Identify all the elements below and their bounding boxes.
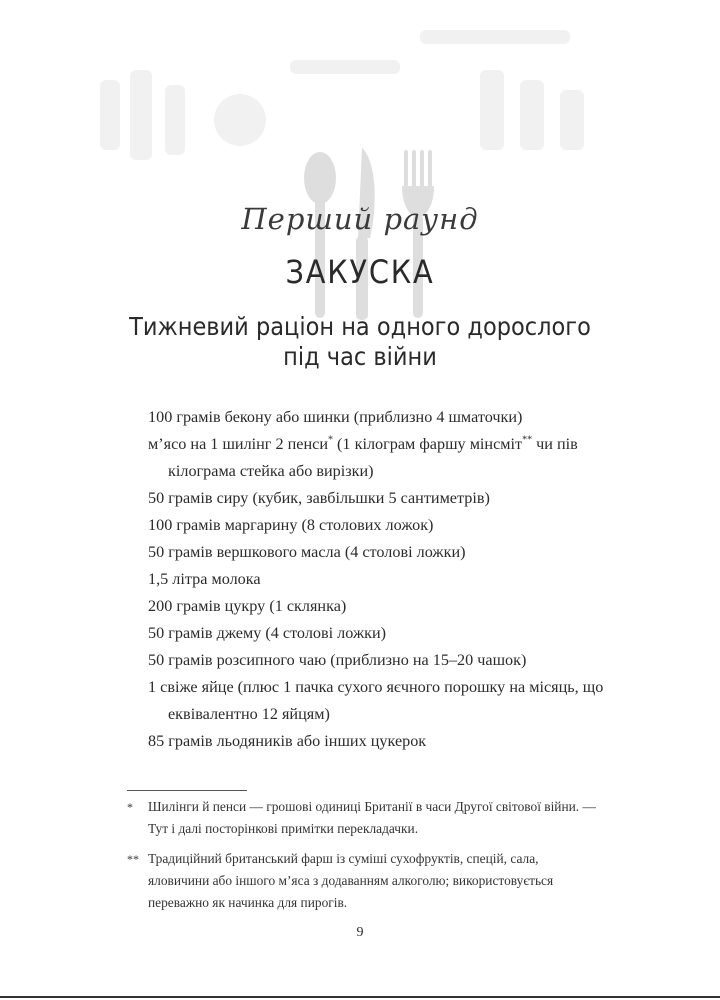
list-item: 200 грамів цукру (1 склянка) (148, 597, 347, 615)
list-item: 85 грамів льодяників або інших цукерок (148, 732, 427, 750)
list-item-text: м’ясо на 1 шилінг 2 пенси (148, 435, 328, 453)
list-item: 50 грамів джему (4 столові ложки) (148, 624, 387, 642)
list-item: 100 грамів бекону або шинки (приблизно 4 шматочки) (148, 408, 523, 426)
footnotes (127, 796, 597, 922)
footnote-ref: * (328, 434, 333, 446)
chapter-title: ЗАКУСКА (285, 253, 435, 291)
heading-line-2: під час війни (283, 342, 437, 371)
list-item: 1 свіже яйце (плюс 1 пачка сухого яєчного порошку на місяць, що еквівалентно 12 яйцям) (148, 678, 604, 723)
footnote-text: Традиційний британський фарш із суміші сухофруктів, спецій, сала, яловичини або іншого м’яса з додаванням алкоголю; використовується переважно як начинка для пирогів. (148, 851, 554, 910)
list-item: 50 грамів вершкового масла (4 столові ложки) (148, 543, 466, 561)
bottom-border (0, 996, 720, 998)
footnote-mark: ** (127, 852, 139, 866)
footnote-text: Шилінги й пенси — грошові одиниці Британії в часи Другої світової війни. — Тут і далі посторінкові примітки перекладачки. (148, 799, 596, 836)
list-item: 1,5 літра молока (148, 570, 261, 588)
list-item: 100 грамів маргарину (8 столових ложок) (148, 516, 434, 534)
footnote-divider (127, 790, 247, 791)
footnote-mark: * (127, 800, 133, 814)
list-item-text: (1 кілограм фаршу мінсміт (333, 435, 523, 453)
ration-list (148, 404, 608, 755)
list-item: 50 грамів сиру (кубик, завбільшки 5 сантиметрів) (148, 489, 490, 507)
list-item-text: чи пів кілограма стейка або вирізки) (168, 435, 578, 480)
list-item: 50 грамів розсипного чаю (приблизно на 15–20 чашок) (148, 651, 527, 669)
section-heading (0, 312, 720, 372)
list-item (148, 431, 608, 485)
round-title: Перший раунд (241, 202, 479, 236)
footnote (127, 796, 597, 840)
footnote-ref: ** (522, 434, 533, 446)
heading-line-1: Тижневий раціон на одного дорослого (129, 312, 591, 341)
footnote (127, 848, 597, 914)
page-number: 9 (356, 925, 364, 940)
